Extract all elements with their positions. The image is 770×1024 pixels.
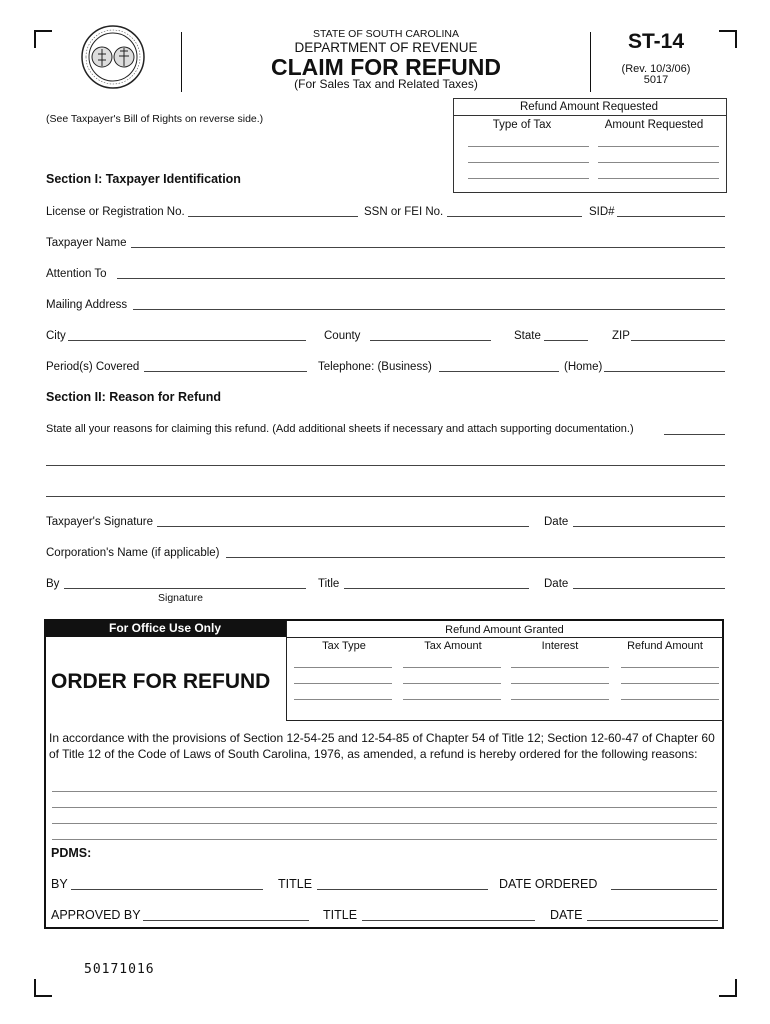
bill-of-rights-note: (See Taxpayer's Bill of Rights on reverse side.) — [46, 113, 264, 125]
reason-field-2[interactable] — [46, 496, 725, 497]
license-field[interactable] — [188, 216, 358, 217]
type-of-tax-header: Type of Tax — [492, 119, 552, 131]
city-field[interactable] — [68, 340, 306, 341]
by-label: By — [46, 578, 60, 590]
order-title-field[interactable] — [317, 889, 488, 890]
telephone-business-field[interactable] — [439, 371, 559, 372]
section-2-heading: Section II: Reason for Refund — [46, 390, 222, 404]
ssn-field[interactable] — [447, 216, 582, 217]
title-label: Title — [318, 578, 340, 590]
date-ordered-field[interactable] — [611, 889, 717, 890]
section-1-heading: Section I: Taxpayer Identification — [46, 172, 241, 186]
crop-mark-bottom-left — [34, 979, 52, 997]
interest-field-3[interactable] — [511, 699, 609, 700]
tax-amount-field-3[interactable] — [403, 699, 501, 700]
form-title: CLAIM FOR REFUND — [271, 54, 501, 80]
state-seal-icon — [80, 24, 146, 90]
county-label: County — [324, 330, 361, 342]
refund-amount-field-2[interactable] — [621, 683, 719, 684]
date-ordered-label: DATE ORDERED — [499, 877, 598, 891]
approved-date-field[interactable] — [587, 920, 718, 921]
signature-date-label: Date — [544, 516, 569, 528]
type-of-tax-field-2[interactable] — [468, 162, 589, 163]
taxpayer-signature-field[interactable] — [157, 526, 529, 527]
order-for-refund-title: ORDER FOR REFUND — [51, 670, 271, 693]
taxpayer-name-field[interactable] — [131, 247, 725, 248]
crop-mark-top-right — [719, 30, 737, 48]
amount-requested-field-1[interactable] — [598, 146, 719, 147]
mailing-address-label: Mailing Address — [46, 299, 128, 311]
pdms-label: PDMS: — [51, 846, 92, 860]
office-use-banner — [44, 619, 286, 637]
header-divider-left — [181, 32, 182, 92]
tax-amount-field-2[interactable] — [403, 683, 501, 684]
refund-granted-title: Refund Amount Granted — [445, 624, 564, 636]
crop-mark-bottom-right — [719, 979, 737, 997]
signature-caption: Signature — [158, 592, 203, 604]
license-label: License or Registration No. — [46, 206, 185, 218]
type-of-tax-field-1[interactable] — [468, 146, 589, 147]
attention-label: Attention To — [46, 268, 107, 280]
amount-requested-field-2[interactable] — [598, 162, 719, 163]
order-title-label: TITLE — [278, 877, 313, 891]
interest-field-2[interactable] — [511, 683, 609, 684]
by-date-label: Date — [544, 578, 569, 590]
refund-requested-title: Refund Amount Requested — [519, 101, 659, 113]
refund-amount-header: Refund Amount — [627, 640, 703, 652]
sid-field[interactable] — [617, 216, 725, 217]
tax-type-field-2[interactable] — [294, 683, 392, 684]
taxpayer-signature-label: Taxpayer's Signature — [46, 516, 154, 528]
order-reason-line-1[interactable] — [52, 791, 717, 792]
signature-date-field[interactable] — [573, 526, 725, 527]
attention-field[interactable] — [117, 278, 725, 279]
crop-mark-top-left — [34, 30, 52, 48]
order-reason-line-3[interactable] — [52, 823, 717, 824]
amount-requested-header: Amount Requested — [604, 119, 704, 131]
order-reason-line-2[interactable] — [52, 807, 717, 808]
tax-type-header: Tax Type — [322, 640, 366, 652]
corporation-label: Corporation's Name (if applicable) — [46, 547, 220, 559]
form-revision: (Rev. 10/3/06) — [621, 63, 691, 75]
type-of-tax-field-3[interactable] — [468, 178, 589, 179]
tax-type-field-1[interactable] — [294, 667, 392, 668]
order-by-field[interactable] — [71, 889, 263, 890]
zip-field[interactable] — [631, 340, 725, 341]
refund-granted-title-divider — [286, 637, 723, 638]
interest-field-1[interactable] — [511, 667, 609, 668]
approved-title-field[interactable] — [362, 920, 535, 921]
department-name: DEPARTMENT OF REVENUE — [294, 40, 478, 55]
title-field[interactable] — [344, 588, 529, 589]
telephone-home-field[interactable] — [604, 371, 725, 372]
sid-label: SID# — [589, 206, 615, 218]
order-reason-line-4[interactable] — [52, 839, 717, 840]
amount-requested-field-3[interactable] — [598, 178, 719, 179]
form-subtitle: (For Sales Tax and Related Taxes) — [294, 77, 478, 91]
interest-header: Interest — [541, 640, 579, 652]
corporation-field[interactable] — [226, 557, 725, 558]
telephone-business-label: Telephone: (Business) — [318, 361, 432, 373]
city-label: City — [46, 330, 66, 342]
reason-instructions: State all your reasons for claiming this refund. (Add additional sheets if necessary and attach supporting documentation.) — [46, 423, 634, 435]
order-by-label: BY — [51, 877, 68, 891]
state-field[interactable] — [544, 340, 588, 341]
taxpayer-name-label: Taxpayer Name — [46, 237, 127, 249]
ssn-label: SSN or FEI No. — [364, 206, 444, 218]
by-date-field[interactable] — [573, 588, 725, 589]
form-number: 5017 — [643, 74, 669, 86]
approved-title-label: TITLE — [323, 908, 358, 922]
approved-by-label: APPROVED BY — [51, 908, 141, 922]
tax-type-field-3[interactable] — [294, 699, 392, 700]
zip-label: ZIP — [612, 330, 630, 342]
state-name: STATE OF SOUTH CAROLINA — [312, 28, 460, 40]
refund-amount-field-1[interactable] — [621, 667, 719, 668]
order-paragraph: In accordance with the provisions of Section 12-54-25 and 12-54-85 of Chapter 54 of Title 12; Section 12-60-47 of Chapter 60 of Title 12 of the Code of Laws of South Carolina, 1976, as amended, a refund is hereby ordered for the following reasons: — [49, 731, 715, 761]
form-id: ST-14 — [627, 30, 685, 53]
county-field[interactable] — [370, 340, 491, 341]
footer-code: 50171016 — [84, 962, 155, 977]
office-use-banner-text: For Office Use Only — [108, 621, 222, 635]
reason-field-0[interactable] — [664, 434, 725, 435]
approved-date-label: DATE — [550, 908, 583, 922]
tax-amount-header: Tax Amount — [424, 640, 482, 652]
state-label: State — [514, 330, 541, 342]
tax-amount-field-1[interactable] — [403, 667, 501, 668]
mailing-address-field[interactable] — [133, 309, 725, 310]
header-divider-right — [590, 32, 591, 92]
approved-by-field[interactable] — [143, 920, 309, 921]
by-signature-field[interactable] — [64, 588, 306, 589]
reason-field-1[interactable] — [46, 465, 725, 466]
periods-label: Period(s) Covered — [46, 361, 140, 373]
refund-amount-field-3[interactable] — [621, 699, 719, 700]
periods-field[interactable] — [144, 371, 307, 372]
telephone-home-label: (Home) — [564, 361, 603, 373]
refund-requested-title-divider — [454, 115, 726, 116]
